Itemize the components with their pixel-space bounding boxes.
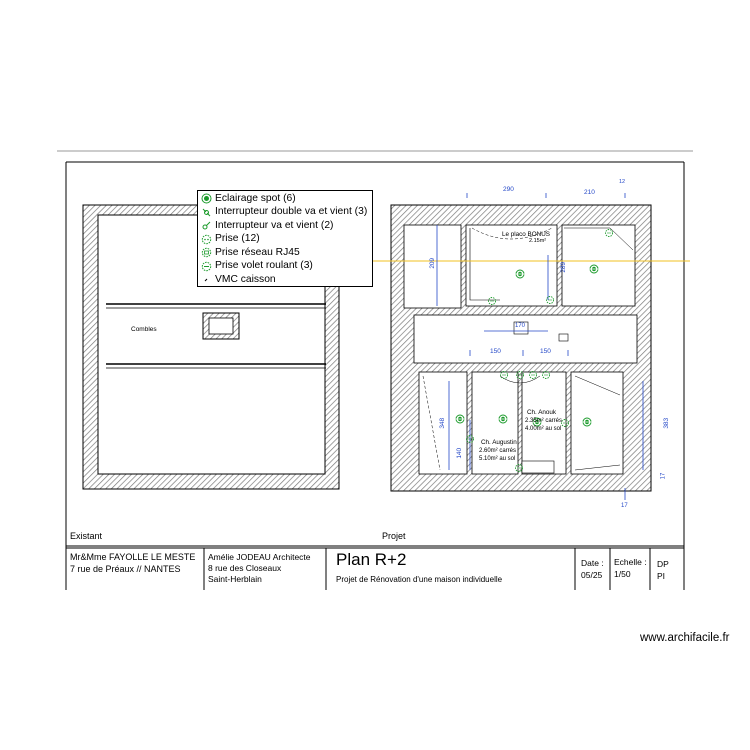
room-name: Ch. Anouk [527, 409, 557, 416]
plan-title: Plan R+2 [336, 550, 407, 569]
legend-label: Eclairage spot (6) [215, 192, 296, 204]
plan-subtitle: Projet de Rénovation d'une maison individuelle [336, 575, 503, 584]
vmc-icon [201, 274, 212, 285]
legend-label: Prise réseau RJ45 [215, 246, 300, 258]
legend-label: Prise volet roulant (3) [215, 260, 313, 272]
lower-cupboard [522, 461, 554, 473]
scale-label: Echelle : [614, 557, 647, 567]
legend-item [201, 273, 372, 287]
legend-label: Prise (12) [215, 233, 260, 245]
architect-name: Amélie JODEAU Architecte [208, 552, 311, 562]
scale-value: 1/50 [614, 569, 631, 579]
project-section-label: Projet [382, 531, 406, 541]
dimension-label: 150 [490, 348, 501, 355]
room-area: 4.00m² au sol [525, 426, 562, 432]
project-upper-right-room [562, 225, 635, 306]
attic-room-label: Combles [131, 326, 157, 333]
legend-label: Interrupteur double va et vient (3) [215, 206, 368, 218]
room-area: 2.15m² [529, 238, 547, 244]
dimension-label: 348 [439, 417, 447, 429]
dimension-label: 12 [619, 179, 626, 185]
dimension-label: 17 [660, 472, 667, 480]
doc-sub: PI [657, 571, 666, 581]
room-area: 2.35m² carrés [525, 418, 563, 424]
architect-city: Saint-Herblain [208, 574, 262, 584]
title-block-scale [610, 548, 650, 590]
date-value: 05/25 [581, 570, 603, 580]
legend-item [201, 206, 372, 220]
legend-item [201, 246, 372, 260]
date-label: Date : [581, 558, 604, 568]
client-name: Mr&Mme FAYOLLE LE MESTE [70, 552, 196, 562]
legend-item [201, 219, 372, 233]
title-block-client [66, 548, 204, 590]
dimension-label: 150 [540, 348, 551, 355]
title-block-date [575, 548, 610, 590]
architect-street: 8 rue des Closeaux [208, 563, 282, 573]
legend-item [201, 192, 372, 206]
project-lower-right-space [571, 372, 623, 474]
title-block-plan [326, 548, 575, 590]
dimension-label: 290 [503, 186, 514, 193]
double-switch-icon [201, 207, 212, 218]
doc-code: DP [657, 559, 669, 569]
corridor-vmc-box [559, 334, 568, 341]
legend-label: Interrupteur va et vient (2) [215, 219, 334, 231]
shutter-socket-icon [201, 261, 212, 272]
dimension-label: 289 [560, 261, 568, 273]
socket-icon [201, 234, 212, 245]
room-area: 2.60m² carrés [479, 448, 517, 454]
legend-item [201, 260, 372, 274]
dimension-label: 17 [621, 503, 628, 509]
existing-skylight-glass [209, 318, 233, 334]
legend-box [197, 190, 373, 287]
existing-section-label: Existant [70, 531, 103, 541]
dimension-label: 170 [515, 323, 526, 329]
dimension-label: 140 [456, 447, 464, 459]
room-area: 5.10m² au sol [479, 456, 516, 462]
title-block-architect [204, 548, 326, 590]
legend-label: VMC caisson [215, 273, 276, 285]
switch-icon [201, 220, 212, 231]
archifacile-credit: www.archifacile.fr [640, 632, 730, 644]
room-name: Ch. Augustin [481, 439, 517, 446]
dimension-label: 209 [429, 257, 437, 269]
project-floor-plan [391, 205, 651, 491]
room-name: Le placo BONUS [502, 231, 550, 238]
legend-item [201, 233, 372, 247]
rj45-socket-icon [201, 247, 212, 258]
dimension-label: 383 [663, 417, 671, 429]
dimension-label: 210 [584, 189, 595, 196]
client-address: 7 rue de Préaux // NANTES [70, 564, 181, 574]
ceiling-spot-icon [201, 193, 212, 204]
title-block-code [650, 548, 684, 590]
